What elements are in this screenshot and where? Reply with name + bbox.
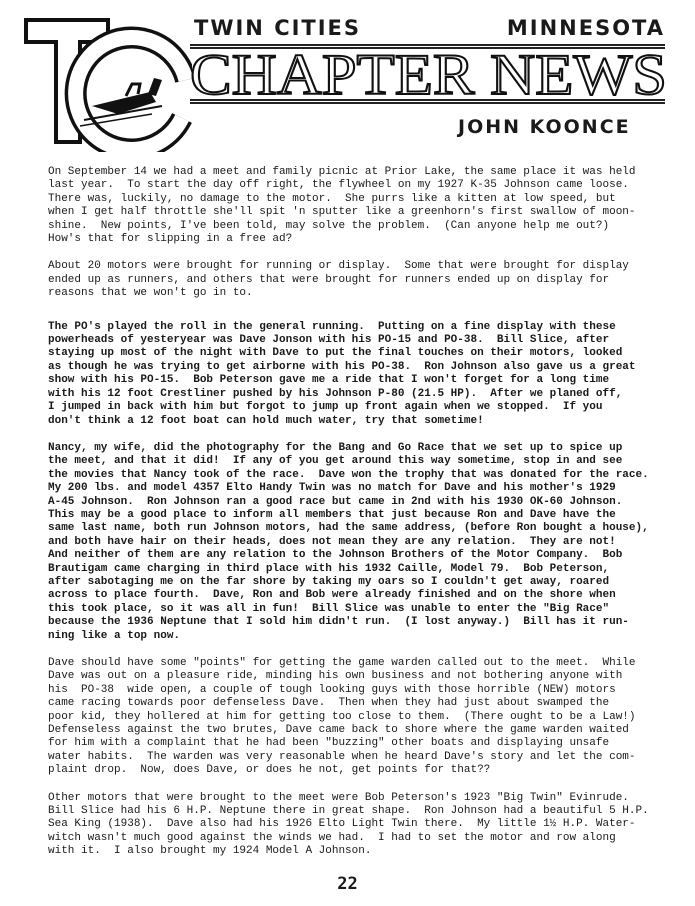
paragraph: On September 14 we had a meet and family picnic at Prior Lake, the same place it was held last year. To start the day off right, the flywheel on my 1927 K-35 Johnson came loose. There was, luckily, no damage to the motor. She purrs like a kitten at low speed, but when I get half throttle she'll spit 'n sputter like a greenhorn's first swallow of moon- shine. New points, I've been told, may solve the problem. (Can anyone help me out?) How's that for slipping in a free ad? — [48, 166, 636, 246]
author-name: JOHN KOONCE — [458, 116, 631, 138]
article-body — [48, 166, 660, 873]
header-location-right: MINNESOTA — [506, 16, 665, 40]
paragraph: Nancy, my wife, did the photography for the Bang and Go Race that we set up to spice up the meet, and that it did! If any of you get around this way sometime, stop in and see the movies that Nancy took of the race. Dave won the trophy that was donated for the race. My 200 lbs. and model 4357 Elto Handy Twin was no match for Dave and his mother's 1929 A-45 Johnson. Ron Johnson ran a good race but came in 2nd with his 1930 OK-60 Johnson. This may be a good place to inform all members that just because Ron and Dave have the same last name, both run Johnson motors, had the same address, (before Ron bought a house), and both have hair on their heads, does not mean they are any relation. They are not! And neither of them are any relation to the Johnson Brothers of the Motor Company. Bob Brautigam came charging in third place with his 1932 Caille, Model 79. Bob Peterson, after sabotaging me on the far shore by taking my oars so I couldn't get away, roared across to place fourth. Dave, Ron and Bob were already finished and on the shore when this took place, so it was all in fun! Bill Slice was unable to enter the "Big Race" because the 1936 Neptune that I sold him didn't run. (I lost anyway.) Bill has it run- ning like a top now. — [48, 441, 649, 642]
page-number: 22 — [337, 874, 358, 894]
masthead-title — [186, 44, 671, 102]
paragraph: About 20 motors were brought for running or display. Some that were brought for display ended up as runners, and others that were brought for runners ended up on display for reasons that we won't go in to. — [48, 260, 629, 300]
paragraph: The PO's played the roll in the general running. Putting on a fine display with these powerheads of yesteryear was Dave Jonson with his PO-15 and PO-38. Bill Slice, after staying up most of the night with Dave to put the final touches on their motors, looked as though he was trying to get airborne with his PO-38. Ron Johnson also gave us a great show with his PO-15. Bob Peterson gave me a ride that I won't forget for a long time with his 12 foot Crestliner pushed by his Johnson P-80 (21.5 HP). After we planed off, I jumped in back with him but forgot to jump up front again when we stopped. If you don't think a 12 foot boat can hold much water, try that sometime! — [48, 320, 636, 427]
masthead — [0, 0, 695, 152]
masthead-title-text: CHAPTER NEWS — [190, 44, 667, 102]
tc-logo-icon — [22, 14, 192, 152]
header-rule — [190, 102, 665, 104]
header-location-left: TWIN CITIES — [194, 16, 362, 40]
header-rule — [190, 99, 665, 101]
paragraph: Dave should have some "points" for getting the game warden called out to the meet. While Dave was out on a pleasure ride, minding his own business and not bothering anyone with his PO-38 wide open, a couple of tough looking guys with those horrible (NEW) motors came racing towards poor defenseless Dave. Then when they had just about swamped the poor kid, they hollered at him for getting too close to them. (There ought to be a Law!) Defenseless against the two brutes, Dave came back to shore where the game warden waited for him with a complaint that he had been "buzzing" other boats and displaying unsafe water habits. The warden was very reasonable when he heard Dave's story and let the com- plaint drop. Now, does Dave, or does he not, get points for that?? — [48, 657, 636, 777]
paragraph: Other motors that were brought to the meet were Bob Peterson's 1923 "Big Twin" Evinrude. Bill Slice had his 6 H.P. Neptune there in great shape. Ron Johnson had a beautiful 5 H.P. Sea King (1938). Dave also had his 1926 Elto Light Twin there. My little 1½ H.P. Water- witch wasn't much good against the winds we had. I had to set the motor and row along with it. I also brought my 1924 Model A Johnson. — [48, 791, 649, 858]
